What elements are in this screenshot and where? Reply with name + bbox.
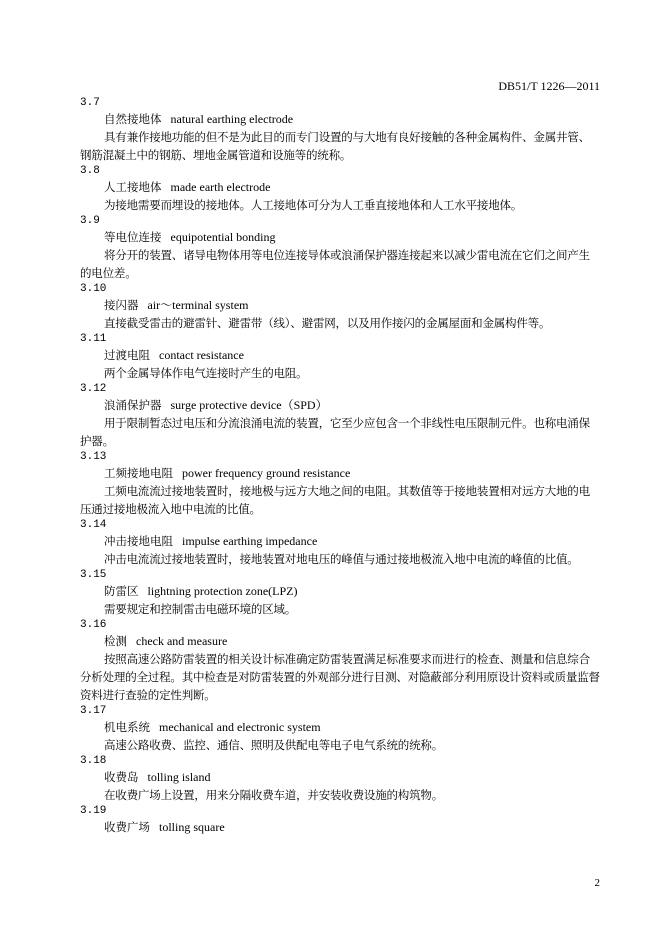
term-definition: 直接截受雷击的避雷针、避雷带（线）、避雷网，以及用作接闪的金属屋面和金属构件等。: [104, 316, 551, 330]
term-definition: 将分开的装置、诸导电物体用等电位连接导体或浪涌保护器连接起来以减少雷电流在它们之间产生的电位差。: [80, 248, 590, 280]
term-chinese: 防雷区: [104, 584, 139, 598]
term-chinese: 浪涌保护器: [104, 398, 162, 412]
term-definition: 两个金属导体作电气连接时产生的电阻。: [104, 366, 308, 380]
term-definition: 按照高速公路防雷装置的相关设计标准确定防雷装置满足标准要求而进行的检查、测量和信息综合分析处理的全过程。其中检查是对防雷装置的外观部分进行目测、对隐蔽部分利用原设计资料或质量监督资料进行查验的定性判断。: [80, 652, 600, 702]
term-english: contact resistance: [159, 348, 244, 362]
term-entry: [80, 754, 600, 804]
term-entry: [80, 164, 600, 214]
term-chinese: 收费岛: [104, 770, 139, 784]
term-definition: 具有兼作接地功能的但不是为此目的而专门设置的与大地有良好接触的各种金属构件、金属井管、钢筋混凝土中的钢筋、埋地金属管道和设施等的统称。: [80, 130, 590, 162]
term-chinese: 过渡电阻: [104, 348, 150, 362]
term-english: air～terminal system: [147, 298, 249, 312]
term-heading: [80, 397, 600, 414]
term-entry: [80, 382, 600, 450]
term-chinese: 工频接地电阻: [104, 466, 173, 480]
clause-number: 3.17: [80, 705, 107, 717]
term-english: mechanical and electronic system: [159, 720, 321, 734]
term-definition: 在收费广场上设置，用来分隔收费车道，并安装收费设施的构筑物。: [104, 788, 443, 802]
term-english: check and measure: [136, 634, 228, 648]
clause-number: 3.15: [80, 569, 107, 581]
term-entry: [80, 704, 600, 754]
term-english: tolling square: [159, 820, 225, 834]
term-english: surge protective device（SPD）: [170, 398, 328, 412]
term-chinese: 人工接地体: [104, 180, 162, 194]
term-heading: [80, 583, 600, 600]
page-number: 2: [594, 877, 600, 889]
term-heading: [80, 465, 600, 482]
term-definition: 冲击电流流过接地装置时，接地装置对地电压的峰值与通过接地极流入地中电流的峰值的比值。: [104, 552, 579, 566]
clause-number: 3.16: [80, 619, 107, 631]
term-entry: [80, 332, 600, 382]
clause-number: 3.18: [80, 755, 107, 767]
clause-number: 3.19: [80, 805, 107, 817]
terms-list: [80, 96, 600, 836]
term-heading: [80, 111, 600, 128]
document-code: DB51/T 1226—2011: [498, 79, 600, 93]
term-english: impulse earthing impedance: [182, 534, 318, 548]
term-english: tolling island: [147, 770, 211, 784]
term-entry: [80, 618, 600, 704]
term-english: lightning protection zone(LPZ): [147, 584, 298, 598]
term-chinese: 检测: [104, 634, 127, 648]
clause-number: 3.14: [80, 519, 107, 531]
clause-number: 3.11: [80, 333, 107, 345]
term-chinese: 冲击接地电阻: [104, 534, 173, 548]
term-chinese: 收费广场: [104, 820, 150, 834]
term-entry: [80, 282, 600, 332]
term-english: made earth electrode: [170, 180, 271, 194]
term-heading: [80, 347, 600, 364]
term-entry: [80, 450, 600, 518]
term-english: equipotential bonding: [170, 230, 276, 244]
clause-number: 3.8: [80, 165, 100, 177]
term-english: power frequency ground resistance: [182, 466, 351, 480]
term-heading: [80, 769, 600, 786]
term-entry: [80, 96, 600, 164]
term-chinese: 自然接地体: [104, 112, 162, 126]
term-heading: [80, 719, 600, 736]
term-entry: [80, 568, 600, 618]
clause-number: 3.7: [80, 97, 100, 109]
term-definition: 工频电流流过接地装置时，接地极与远方大地之间的电阻。其数值等于接地装置相对远方大地的电压通过接地极流入地中电流的比值。: [80, 484, 590, 516]
term-english: natural earthing electrode: [170, 112, 294, 126]
term-heading: [80, 533, 600, 550]
term-heading: [80, 179, 600, 196]
term-entry: [80, 214, 600, 282]
term-definition: 用于限制暂态过电压和分流浪涌电流的装置，它至少应包含一个非线性电压限制元件。也称电涌保护器。: [80, 416, 590, 448]
clause-number: 3.10: [80, 283, 107, 295]
clause-number: 3.9: [80, 215, 100, 227]
term-definition: 为接地需要而埋设的接地体。人工接地体可分为人工垂直接地体和人工水平接地体。: [104, 198, 523, 212]
term-heading: [80, 229, 600, 246]
term-entry: [80, 804, 600, 836]
term-chinese: 等电位连接: [104, 230, 162, 244]
clause-number: 3.13: [80, 451, 107, 463]
term-definition: 需要规定和控制雷击电磁环境的区域。: [104, 602, 297, 616]
term-definition: 高速公路收费、监控、通信、照明及供配电等电子电气系统的统称。: [104, 738, 443, 752]
term-chinese: 接闪器: [104, 298, 139, 312]
clause-number: 3.12: [80, 383, 107, 395]
term-heading: [80, 297, 600, 314]
term-chinese: 机电系统: [104, 720, 150, 734]
term-heading: [80, 633, 600, 650]
term-heading: [80, 819, 600, 836]
term-entry: [80, 518, 600, 568]
